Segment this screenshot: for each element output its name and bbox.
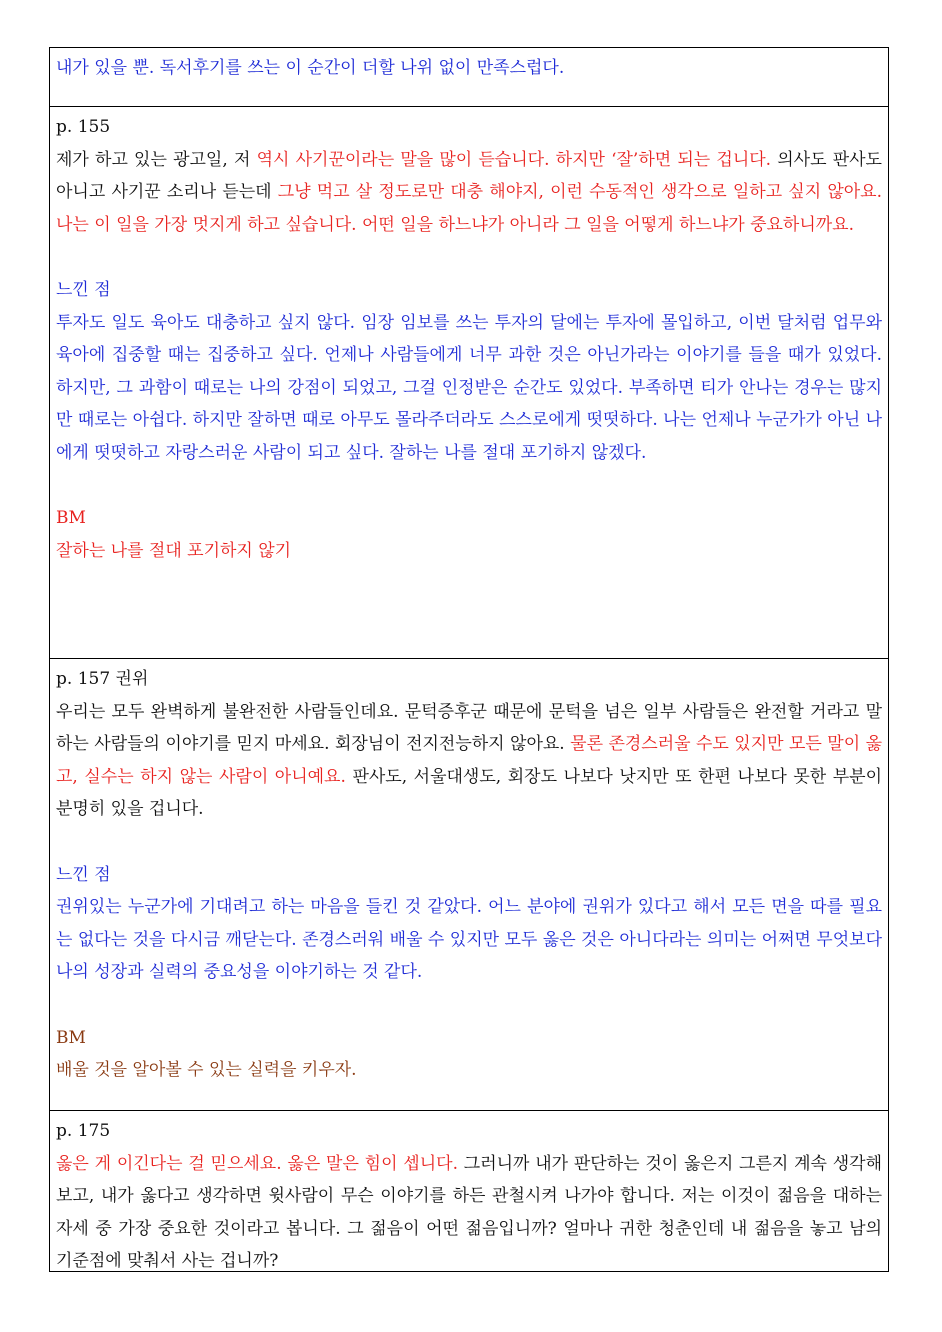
quote-text: 제가 하고 있는 광고일, 저 <box>56 149 257 170</box>
page-reference: p. 157 권위 <box>56 669 149 689</box>
quote-highlight: 역시 사기꾼이라는 말을 많이 듣습니다. 하지만 ‘잘’하면 되는 겁니다. <box>256 149 772 170</box>
reflection-text: 권위있는 누군가에 기대려고 하는 마음을 들킨 것 같았다. 어느 분야에 권위가 있다고 해서 모든 면을 따를 필요는 없다는 것을 다시금 깨닫는다. 존경스러워 배울 수 있지만 모두 옳은 것은 아니다라는 의미는 어쩌면 무엇보다 나의 성장과 실력의 중요성을 이야기하는 것 같다. <box>56 897 882 983</box>
quote-text: 그러니까 내가 판단하는 것이 옳은지 그른지 계속 생각해보고, 내가 옳다고 생각하면 윗사람이 무슨 이야기를 하든 관철시켜 나가야 합니다. 저는 이것이 젊음을 대하는 자세 중 가장 중요한 것이라고 봅니다. 그 젊음이 어떤 젊음입니까? 얼마나 귀한 청춘인데 내 젊음을 놓고 남의 기준점에 맞춰서 사는 겁니까? <box>56 1153 882 1272</box>
bm-text: 잘하는 나를 절대 포기하지 않기 <box>56 540 292 561</box>
book-quote <box>56 696 882 826</box>
quote-highlight: 옳은 게 이긴다는 걸 믿으세요. 옳은 말은 힘이 셉니다. <box>56 1153 458 1174</box>
bm-text: 배울 것을 알아볼 수 있는 실력을 키우자. <box>56 1060 357 1081</box>
note-block-p157 <box>49 658 889 1110</box>
note-block-p155 <box>49 106 889 658</box>
page-reference: p. 155 <box>56 117 111 137</box>
quote-highlight: 그냥 먹고 살 정도로만 대충 해야지, 이런 수동적인 생각으로 일하고 싶지 않아요. 나는 이 일을 가장 멋지게 하고 싶습니다. 어떤 일을 하느냐가 아니라 그 일을 어떻게 하느냐가 중요하니까요. <box>56 182 882 235</box>
quote-text: 의사도 판사도 아니고 사기꾼 소리나 듣는데 <box>56 149 882 203</box>
continuation-line: 내가 있을 뿐. 독서후기를 쓰는 이 순간이 더할 나위 없이 만족스럽다. <box>56 58 565 78</box>
note-block-continuation <box>49 47 889 106</box>
reflection-label: 느낀 점 <box>56 279 111 300</box>
bm-label: BM <box>56 508 86 529</box>
book-quote <box>56 1148 882 1278</box>
note-block-p175 <box>49 1110 889 1272</box>
quote-text: 판사도, 서울대생도, 회장도 나보다 낫지만 또 한편 나보다 못한 부분이 분명히 있을 겁니다. <box>56 766 882 820</box>
reflection-text: 투자도 일도 육아도 대충하고 싶지 않다. 임장 임보를 쓰는 투자의 달에는 투자에 몰입하고, 이번 달처럼 업무와 육아에 집중할 때는 집중하고 싶다. 언제나 사람들에게 너무 과한 것은 아닌가라는 이야기를 들을 때가 있었다. 하지만, 그 과함이 때로는 나의 강점이 되었고, 그걸 인정받은 순간도 있었다. 부족하면 티가 안나는 경우는 많지만 때로는 아쉽다. 하지만 잘하면 때로 아무도 몰라주더라도 스스로에게 떳떳하다. 나는 언제나 누군가가 아닌 나에게 떳떳하고 자랑스러운 사람이 되고 싶다. 잘하는 나를 절대 포기하지 않겠다. <box>56 312 882 463</box>
reading-notes-page <box>49 47 889 1272</box>
quote-highlight: 물론 존경스러울 수도 있지만 모든 말이 옳고, 실수는 하지 않는 사람이 아니예요. <box>56 734 882 787</box>
reflection-label: 느낀 점 <box>56 864 111 885</box>
bm-label: BM <box>56 1027 86 1048</box>
page-reference: p. 175 <box>56 1121 111 1141</box>
quote-text: 우리는 모두 완벽하게 불완전한 사람들인데요. 문턱증후군 때문에 문턱을 넘은 일부 사람들은 완전할 거라고 말하는 사람들의 이야기를 믿지 마세요. 회장님이 전지전능하지 않아요. <box>56 701 882 755</box>
book-quote <box>56 144 882 242</box>
